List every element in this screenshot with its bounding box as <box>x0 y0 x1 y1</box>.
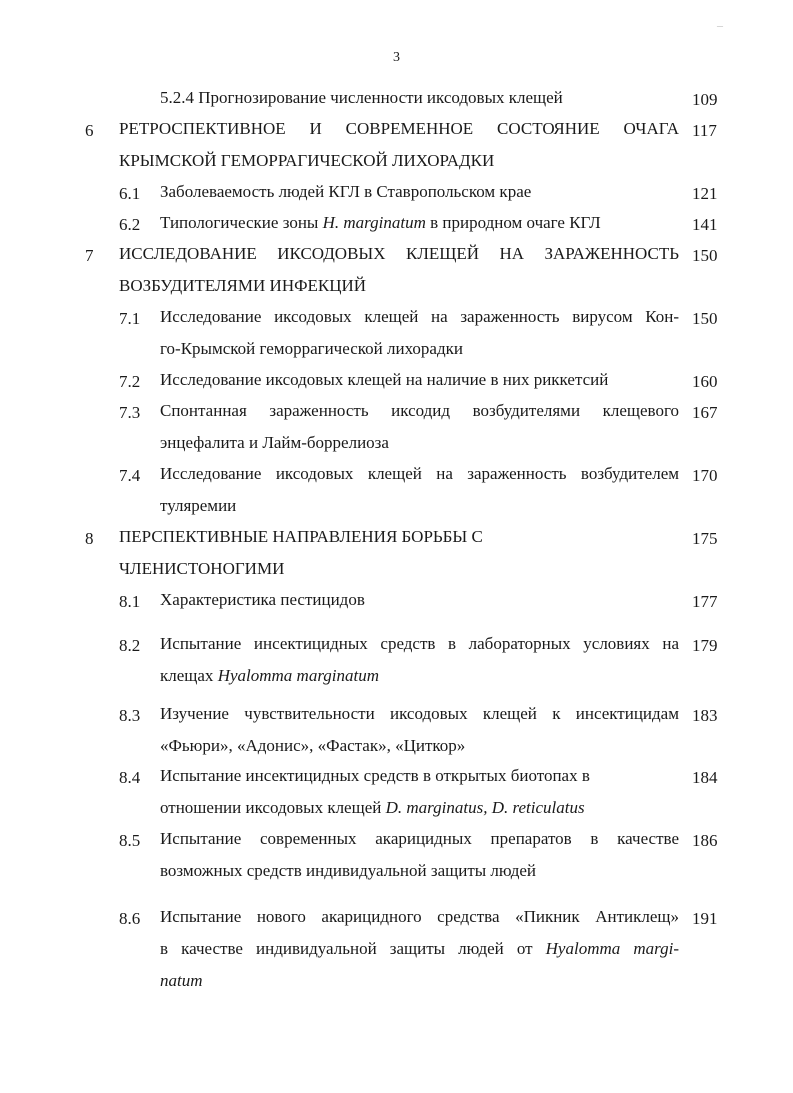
toc-entry-title <box>160 458 679 522</box>
text-segment: отношении иксодовых клещей <box>160 798 386 817</box>
toc-entry-page: 121 <box>692 184 718 203</box>
toc-entry-number: 7.1 <box>119 309 141 328</box>
toc-entry-line: «Фьюри», «Адонис», «Фастак», «Циткор» <box>160 736 466 755</box>
toc-entry-line <box>160 965 679 997</box>
toc-entry-page: 175 <box>692 529 718 548</box>
toc-entry-number: 8.4 <box>119 768 141 787</box>
toc-entry-number: 7.2 <box>119 372 141 391</box>
text-segment: Типологические зоны <box>160 213 323 232</box>
toc-entry-line: Исследование иксодовых клещей на наличие в них риккетсий <box>160 370 609 389</box>
toc-entry-title <box>160 901 679 997</box>
toc-entry-title <box>119 238 679 302</box>
italic-species-name: Hyalomma marginatum <box>217 666 380 685</box>
text-segment: в качестве индивидуальной защиты людей от <box>160 939 546 958</box>
toc-entry-title <box>160 301 679 365</box>
italic-species-name: H. marginatum <box>322 213 426 232</box>
page-number: 3 <box>393 50 400 65</box>
toc-entry-line: ВОЗБУДИТЕЛЯМИ ИНФЕКЦИЙ <box>119 276 367 295</box>
toc-entry-page: 186 <box>692 831 718 850</box>
toc-entry-page: 183 <box>692 706 718 725</box>
text-segment: Испытание инсектицидных средств в лабораторных условиях на <box>160 634 679 653</box>
toc-entry-page: 167 <box>692 403 718 422</box>
toc-entry-line: ЧЛЕНИСТОНОГИМИ <box>119 559 285 578</box>
toc-entry-line: туляремии <box>160 496 237 515</box>
toc-entry-number: 7 <box>85 246 94 265</box>
toc-entry-line: Характеристика пестицидов <box>160 590 365 609</box>
toc-entry-title <box>160 207 660 239</box>
toc-entry-line <box>160 901 679 933</box>
toc-entry-number: 8 <box>85 529 94 548</box>
toc-entry-number: 8.6 <box>119 909 141 928</box>
italic-species-name: natum <box>160 971 203 990</box>
toc-entry-page: 109 <box>692 90 718 109</box>
toc-entry-line: го-Крымской геморрагической лихорадки <box>160 339 463 358</box>
text-segment: клещах <box>160 666 218 685</box>
toc-entry-number: 6.2 <box>119 215 141 234</box>
toc-entry-number: 7.4 <box>119 466 141 485</box>
toc-entry-line: Заболеваемость людей КГЛ в Ставропольском крае <box>160 182 532 201</box>
toc-entry-line: КРЫМСКОЙ ГЕМОРРАГИЧЕСКОЙ ЛИХОРАДКИ <box>119 151 495 170</box>
toc-entry-number: 8.3 <box>119 706 141 725</box>
toc-entry-line: ПЕРСПЕКТИВНЫЕ НАПРАВЛЕНИЯ БОРЬБЫ С <box>119 527 483 546</box>
toc-entry-page: 141 <box>692 215 718 234</box>
toc-entry-page: 191 <box>692 909 718 928</box>
toc-entry-title <box>160 364 660 396</box>
toc-entry-line: Исследование иксодовых клещей на зараженность вирусом Кон- <box>160 307 679 326</box>
italic-species-name: Hyalomma margi- <box>545 939 679 958</box>
toc-entry-line <box>160 792 630 824</box>
toc-entry-title <box>119 521 559 585</box>
toc-entry-number: 8.2 <box>119 636 141 655</box>
toc-entry-line: Изучение чувствительности иксодовых клещей к инсектицидам <box>160 704 679 723</box>
text-segment: в природном очаге КГЛ <box>425 213 601 232</box>
toc-entry-line: 5.2.4 Прогнозирование численности иксодовых клещей <box>160 88 563 107</box>
toc-entry-page: 160 <box>692 372 718 391</box>
toc-entry-title <box>160 698 679 762</box>
text-segment: Испытание нового акарицидного средства «Пикник Антиклещ» <box>160 907 679 926</box>
toc-entry-page: 177 <box>692 592 718 611</box>
toc-entry-title <box>160 395 679 459</box>
toc-entry-line: РЕТРОСПЕКТИВНОЕ И СОВРЕМЕННОЕ СОСТОЯНИЕ ОЧАГА <box>119 119 679 138</box>
toc-entry-title <box>160 628 679 692</box>
toc-entry-line: Исследование иксодовых клещей на зараженность возбудителем <box>160 464 679 483</box>
toc-entry-line: Испытание современных акарицидных препаратов в качестве <box>160 829 679 848</box>
toc-entry-title <box>160 760 630 824</box>
toc-entry-line: ИССЛЕДОВАНИЕ ИКСОДОВЫХ КЛЕЩЕЙ НА ЗАРАЖЕННОСТЬ <box>119 244 679 263</box>
toc-entry-title <box>160 176 630 208</box>
toc-entry-line <box>160 760 630 792</box>
toc-entry-title <box>160 823 679 887</box>
toc-entry-line <box>160 933 679 965</box>
text-segment: Испытание инсектицидных средств в открытых биотопах в <box>160 766 590 785</box>
toc-entry-number: 6 <box>85 121 94 140</box>
toc-entry-line <box>160 628 679 660</box>
toc-entry-page: 117 <box>692 121 717 140</box>
toc-entry-number: 6.1 <box>119 184 141 203</box>
toc-entry-number: 8.1 <box>119 592 141 611</box>
toc-entry-line: энцефалита и Лайм-боррелиоза <box>160 433 389 452</box>
toc-entry-number: 8.5 <box>119 831 141 850</box>
italic-species-name: D. marginatus, D. reticulatus <box>385 798 585 817</box>
toc-entry-line: возможных средств индивидуальной защиты людей <box>160 861 537 880</box>
toc-entry-page: 170 <box>692 466 718 485</box>
toc-entry-title <box>160 82 630 114</box>
toc-entry-page: 184 <box>692 768 718 787</box>
toc-entry-page: 179 <box>692 636 718 655</box>
corner-mark: – <box>717 18 723 32</box>
toc-entry-line <box>160 207 660 239</box>
toc-entry-title <box>160 584 560 616</box>
toc-entry-page: 150 <box>692 246 718 265</box>
toc-entry-line <box>160 660 679 692</box>
toc-entry-line: Спонтанная зараженность иксодид возбудителями клещевого <box>160 401 679 420</box>
toc-entry-number: 7.3 <box>119 403 141 422</box>
toc-entry-page: 150 <box>692 309 718 328</box>
toc-entry-title <box>119 113 679 177</box>
